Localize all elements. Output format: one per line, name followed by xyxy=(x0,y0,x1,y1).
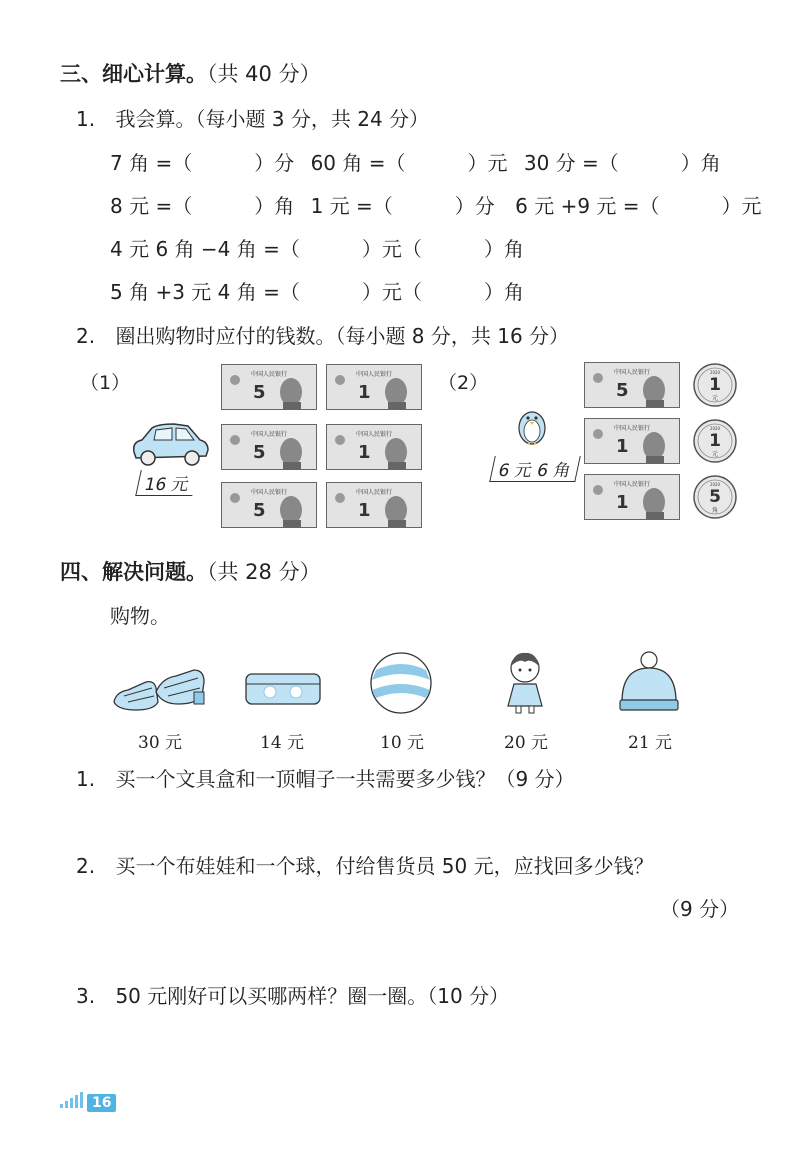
section4-points: （共 28 分） xyxy=(207,560,321,584)
calc-1c-left: 30 分 =（ xyxy=(523,151,619,175)
bill-text: 中国人民银行 xyxy=(251,489,288,496)
s4-q2-points: （9 分） xyxy=(660,897,740,921)
calc-3-right: ）角 xyxy=(483,237,524,261)
calc-2c-left: 6 元 +9 元 =（ xyxy=(515,194,660,218)
s3-q2-num: 2. xyxy=(76,324,96,348)
calc-line-3 xyxy=(110,233,524,262)
calc-3-left: 4 元 6 角 −4 角 =（ xyxy=(110,237,300,261)
coin-unit: 角 xyxy=(711,507,719,514)
calc-4-mid: ）元（ xyxy=(361,280,422,304)
calc-3-mid: ）元（ xyxy=(361,237,422,261)
s3-q2 xyxy=(76,320,569,349)
s4-q2-num: 2. xyxy=(76,854,96,878)
doll-image xyxy=(500,650,550,714)
s4-q1-num: 1. xyxy=(76,767,96,791)
page-number-badge xyxy=(60,1092,116,1112)
s4-q2 xyxy=(76,850,654,879)
bill-5-yuan[interactable] xyxy=(221,424,317,470)
pencil-box-price: 14 元 xyxy=(260,733,305,753)
coin-unit: 元 xyxy=(711,395,719,402)
bill-text: 中国人民银行 xyxy=(614,369,651,376)
coin-value: 5 xyxy=(709,487,721,507)
bill-text: 中国人民银行 xyxy=(614,481,651,488)
calc-1a-left: 7 角 =（ xyxy=(110,151,193,175)
section3-title: 三、细心计算。 xyxy=(60,62,207,86)
calc-2b-left: 1 元 =（ xyxy=(310,194,393,218)
sub1-price: 16 元 xyxy=(135,470,198,496)
calc-1c-right: ）角 xyxy=(680,151,721,175)
s3-q1 xyxy=(76,103,429,132)
coin-1-yuan[interactable] xyxy=(692,418,738,464)
pencil-box-image xyxy=(244,668,322,708)
coin-1-yuan[interactable] xyxy=(692,362,738,408)
bill-text: 中国人民银行 xyxy=(251,431,288,438)
bill-value: 5 xyxy=(253,442,266,463)
ball-image xyxy=(368,650,434,716)
bill-value: 1 xyxy=(358,500,371,521)
calc-1a-right: ）分 xyxy=(254,151,295,175)
sub2-price-tag xyxy=(492,456,578,482)
shoes-price: 30 元 xyxy=(138,733,183,753)
coin-value: 1 xyxy=(709,375,721,395)
s3-q1-num: 1. xyxy=(76,107,96,131)
s4-q2-text: 买一个布娃娃和一个球，付给售货员 50 元，应找回多少钱？ xyxy=(115,854,654,878)
s4-q3-text: 50 元刚好可以买哪两样？圈一圈。（10 分） xyxy=(115,984,510,1008)
calc-1b-left: 60 角 =（ xyxy=(310,151,406,175)
calc-2b-right: ）分 xyxy=(454,194,495,218)
s4-q3 xyxy=(76,980,509,1009)
s3-q1-text: 我会算。（每小题 3 分，共 24 分） xyxy=(115,107,430,131)
section3-heading xyxy=(60,58,321,88)
section3-points: （共 40 分） xyxy=(207,62,321,86)
s4-q1 xyxy=(76,763,575,792)
s3-q2-text: 圈出购物时应付的钱数。（每小题 8 分，共 16 分） xyxy=(115,324,570,348)
bill-text: 中国人民银行 xyxy=(356,489,393,496)
bill-text: 中国人民银行 xyxy=(356,431,393,438)
bill-5-yuan[interactable] xyxy=(221,482,317,528)
coin-year: 2020 xyxy=(709,426,721,431)
calc-2a-left: 8 元 =（ xyxy=(110,194,193,218)
hat-price: 21 元 xyxy=(628,733,673,753)
bill-value: 1 xyxy=(358,442,371,463)
calc-line-1 xyxy=(110,147,721,176)
sub1-label: （1） xyxy=(80,372,131,394)
signal-bars-icon xyxy=(60,1092,85,1112)
bill-value: 1 xyxy=(616,492,629,513)
bill-value: 5 xyxy=(253,500,266,521)
penguin-toy-image xyxy=(512,404,552,446)
sub2-price: 6 元 6 角 xyxy=(489,456,580,482)
bill-text: 中国人民银行 xyxy=(251,371,288,378)
bill-value: 5 xyxy=(616,380,629,401)
bill-value: 1 xyxy=(358,382,371,403)
coin-value: 1 xyxy=(709,431,721,451)
bill-value: 1 xyxy=(616,436,629,457)
bill-text: 中国人民银行 xyxy=(614,425,651,432)
calc-line-4 xyxy=(110,276,524,305)
bill-5-yuan[interactable] xyxy=(584,362,680,408)
coin-year: 2020 xyxy=(709,370,721,375)
doll-price: 20 元 xyxy=(504,733,549,753)
shoes-image xyxy=(106,652,210,716)
coin-5-jiao[interactable] xyxy=(692,474,738,520)
calc-4-left: 5 角 +3 元 4 角 =（ xyxy=(110,280,300,304)
s4-q3-num: 3. xyxy=(76,984,96,1008)
ball-price: 10 元 xyxy=(380,733,425,753)
section4-title: 四、解决问题。 xyxy=(60,560,207,584)
calc-1b-right: ）元 xyxy=(467,151,508,175)
sub2-label: （2） xyxy=(438,372,489,394)
page-number: 16 xyxy=(87,1094,116,1112)
s4-q1-text: 买一个文具盒和一顶帽子一共需要多少钱？（9 分） xyxy=(115,767,575,791)
bill-5-yuan[interactable] xyxy=(221,364,317,410)
bill-1-yuan[interactable] xyxy=(326,364,422,410)
hat-image xyxy=(616,650,682,714)
section4-heading xyxy=(60,556,321,586)
sub1-price-tag xyxy=(138,470,195,496)
car-toy-image xyxy=(128,418,212,468)
bill-1-yuan[interactable] xyxy=(326,424,422,470)
calc-2a-right: ）角 xyxy=(254,194,295,218)
coin-year: 2020 xyxy=(709,482,721,487)
calc-line-2 xyxy=(110,190,762,219)
bill-text: 中国人民银行 xyxy=(356,371,393,378)
bill-1-yuan[interactable] xyxy=(326,482,422,528)
s4-intro: 购物。 xyxy=(110,604,170,628)
bill-1-yuan[interactable] xyxy=(584,418,680,464)
calc-2c-right: ）元 xyxy=(721,194,762,218)
bill-value: 5 xyxy=(253,382,266,403)
bill-1-yuan[interactable] xyxy=(584,474,680,520)
coin-unit: 元 xyxy=(711,451,719,458)
calc-4-right: ）角 xyxy=(483,280,524,304)
